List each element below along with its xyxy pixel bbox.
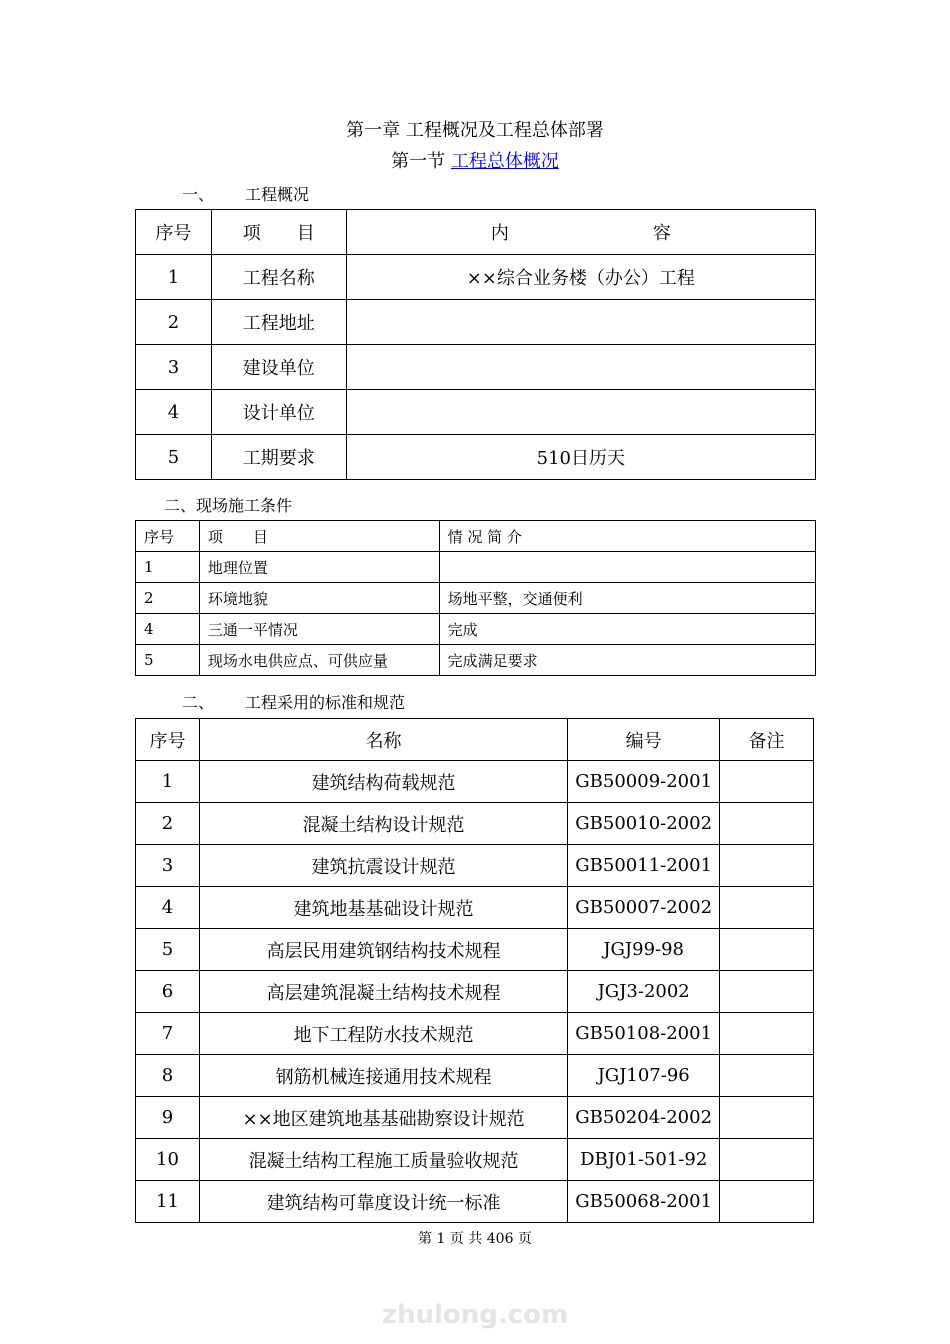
standards-row [136, 1097, 814, 1139]
standards-cell: 3 [136, 845, 200, 887]
standards-row [136, 1181, 814, 1223]
standards-cell: DBJ01-501-92 [568, 1139, 720, 1181]
overview-cell: 序号 [136, 210, 212, 255]
standards-cell: 钢筋机械连接通用技术规程 [199, 1055, 567, 1097]
standards-cell: 8 [136, 1055, 200, 1097]
standards-table [135, 718, 814, 1223]
standards-cell: 10 [136, 1139, 200, 1181]
standards-row [136, 1013, 814, 1055]
conditions-cell: 完成 [439, 614, 815, 645]
conditions-header-row [136, 521, 816, 552]
standards-cell: GB50010-2002 [568, 803, 720, 845]
conditions-cell: 三通一平情况 [199, 614, 439, 645]
conditions-cell: 2 [136, 583, 200, 614]
conditions-row [136, 614, 816, 645]
standards-header-row [136, 719, 814, 761]
conditions-cell: 1 [136, 552, 200, 583]
overview-cell [346, 390, 815, 435]
standards-cell: JGJ3-2002 [568, 971, 720, 1013]
section-3-title: 工程采用的标准和规范 [245, 693, 406, 712]
standards-cell [720, 761, 814, 803]
overview-cell: 2 [136, 300, 212, 345]
conditions-cell [439, 552, 815, 583]
section-2-title: 二、现场施工条件 [164, 496, 293, 515]
overview-cell: 5 [136, 435, 212, 480]
standards-cell: 地下工程防水技术规范 [199, 1013, 567, 1055]
standards-row [136, 761, 814, 803]
standards-cell [720, 1097, 814, 1139]
standards-cell: 编号 [568, 719, 720, 761]
conditions-cell: 完成满足要求 [439, 645, 815, 676]
overview-cell: 4 [136, 390, 212, 435]
overview-cell: 工期要求 [211, 435, 346, 480]
standards-cell: GB50009-2001 [568, 761, 720, 803]
overview-row [136, 345, 816, 390]
standards-cell [720, 929, 814, 971]
standards-cell: 名称 [199, 719, 567, 761]
standards-row [136, 887, 814, 929]
standards-cell: 序号 [136, 719, 200, 761]
standards-row [136, 803, 814, 845]
site-conditions-table [135, 520, 816, 676]
standards-cell [720, 1139, 814, 1181]
conditions-cell: 5 [136, 645, 200, 676]
standards-cell: 建筑地基基础设计规范 [199, 887, 567, 929]
conditions-row [136, 645, 816, 676]
overview-cell: 设计单位 [211, 390, 346, 435]
conditions-cell: 项 目 [199, 521, 439, 552]
standards-cell: GB50011-2001 [568, 845, 720, 887]
standards-cell: JGJ107-96 [568, 1055, 720, 1097]
conditions-cell: 环境地貌 [199, 583, 439, 614]
standards-cell: 1 [136, 761, 200, 803]
standards-cell: JGJ99-98 [568, 929, 720, 971]
section-title-link[interactable]: 工程总体概况 [450, 151, 559, 172]
project-overview-table [135, 209, 816, 480]
chapter-title: 第一章 工程概况及工程总体部署 [346, 120, 604, 141]
standards-cell: 建筑结构可靠度设计统一标准 [199, 1181, 567, 1223]
standards-cell: 建筑抗震设计规范 [199, 845, 567, 887]
standards-cell [720, 887, 814, 929]
overview-cell: 510日历天 [346, 435, 815, 480]
standards-cell [720, 1055, 814, 1097]
conditions-cell: 场地平整，交通便利 [439, 583, 815, 614]
overview-cell [346, 300, 815, 345]
overview-cell: 3 [136, 345, 212, 390]
standards-cell: 7 [136, 1013, 200, 1055]
section-title [0, 147, 950, 173]
standards-row [136, 845, 814, 887]
section-1-number: 一、 [182, 185, 215, 204]
standards-cell: GB50108-2001 [568, 1013, 720, 1055]
watermark: zhulong.com [381, 1300, 569, 1330]
standards-cell: 9 [136, 1097, 200, 1139]
standards-cell: GB50068-2001 [568, 1181, 720, 1223]
standards-cell: ××地区建筑地基基础勘察设计规范 [199, 1097, 567, 1139]
standards-cell [720, 971, 814, 1013]
conditions-cell: 情 况 简 介 [439, 521, 815, 552]
overview-cell: 工程地址 [211, 300, 346, 345]
standards-row [136, 929, 814, 971]
standards-cell [720, 845, 814, 887]
standards-cell: 4 [136, 887, 200, 929]
standards-cell: 高层建筑混凝土结构技术规程 [199, 971, 567, 1013]
standards-cell [720, 803, 814, 845]
conditions-cell: 地理位置 [199, 552, 439, 583]
overview-row [136, 435, 816, 480]
conditions-row [136, 552, 816, 583]
overview-row [136, 255, 816, 300]
overview-header-row [136, 210, 816, 255]
standards-row [136, 1055, 814, 1097]
standards-cell [720, 1181, 814, 1223]
standards-cell: 混凝土结构工程施工质量验收规范 [199, 1139, 567, 1181]
section-3-number: 二、 [182, 693, 215, 712]
standards-cell: 11 [136, 1181, 200, 1223]
overview-cell: 项 目 [211, 210, 346, 255]
overview-row [136, 390, 816, 435]
overview-cell [346, 345, 815, 390]
overview-cell: 建设单位 [211, 345, 346, 390]
page-footer: 第 1 页 共 406 页 [418, 1231, 532, 1247]
conditions-row [136, 583, 816, 614]
standards-cell: 5 [136, 929, 200, 971]
conditions-cell: 序号 [136, 521, 200, 552]
standards-cell: GB50007-2002 [568, 887, 720, 929]
conditions-cell: 现场水电供应点、可供应量 [199, 645, 439, 676]
standards-cell: 高层民用建筑钢结构技术规程 [199, 929, 567, 971]
overview-row [136, 300, 816, 345]
overview-cell: 1 [136, 255, 212, 300]
standards-cell: 混凝土结构设计规范 [199, 803, 567, 845]
standards-cell: 6 [136, 971, 200, 1013]
standards-row [136, 1139, 814, 1181]
conditions-cell: 4 [136, 614, 200, 645]
standards-row [136, 971, 814, 1013]
overview-cell: ××综合业务楼（办公）工程 [346, 255, 815, 300]
standards-cell: 建筑结构荷载规范 [199, 761, 567, 803]
standards-cell [720, 1013, 814, 1055]
overview-cell: 内 容 [346, 210, 815, 255]
standards-cell: GB50204-2002 [568, 1097, 720, 1139]
standards-cell: 备注 [720, 719, 814, 761]
standards-cell: 2 [136, 803, 200, 845]
section-1-title: 工程概况 [245, 185, 310, 204]
overview-cell: 工程名称 [211, 255, 346, 300]
section-prefix: 第一节 [391, 151, 446, 172]
